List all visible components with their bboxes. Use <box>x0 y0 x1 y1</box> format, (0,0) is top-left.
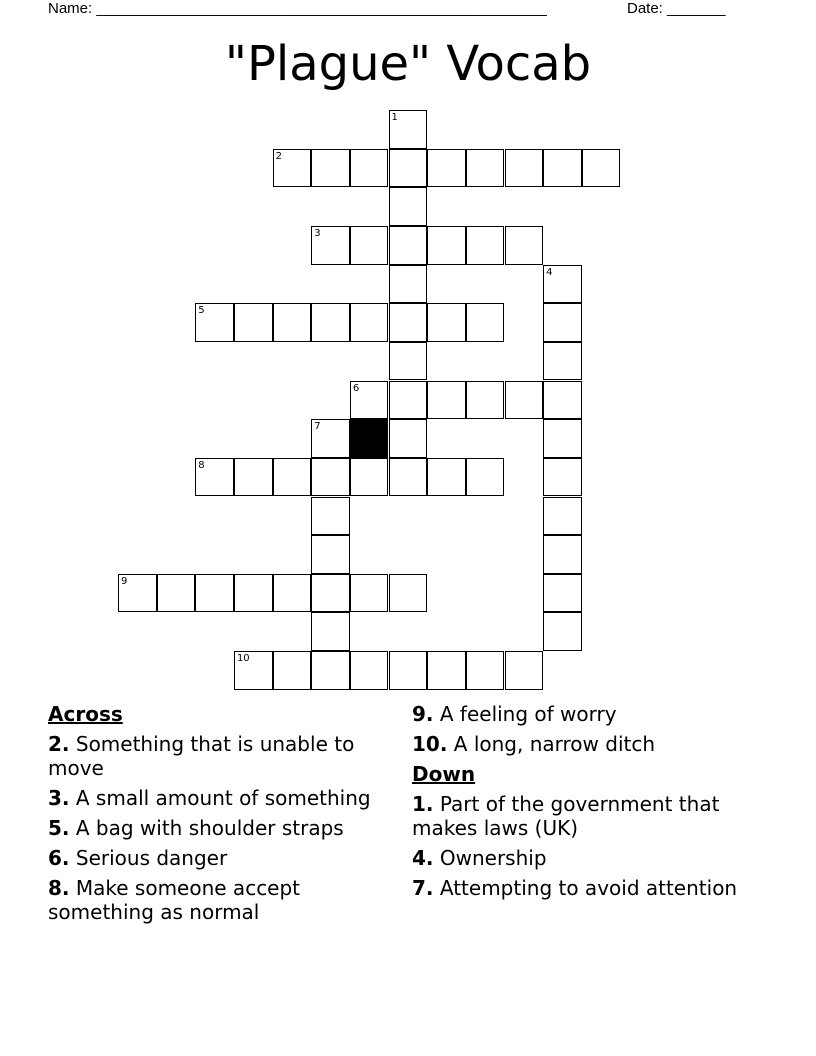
grid-cell[interactable] <box>543 342 582 381</box>
clue-text: Part of the government that makes laws (UK) <box>412 792 720 840</box>
grid-cell[interactable] <box>505 381 544 420</box>
grid-cell[interactable] <box>311 226 350 265</box>
grid-cell[interactable] <box>543 419 582 458</box>
grid-cell[interactable] <box>311 651 350 690</box>
across-heading: Across <box>48 702 123 726</box>
grid-cell[interactable] <box>389 342 428 381</box>
grid-cell[interactable] <box>505 226 544 265</box>
clue-across-2 <box>48 732 398 780</box>
grid-cell[interactable] <box>543 303 582 342</box>
grid-cell[interactable] <box>389 458 428 497</box>
clue-number-label: 10 <box>236 653 250 665</box>
clue-text: A small amount of something <box>75 786 371 810</box>
grid-cell[interactable] <box>466 651 505 690</box>
clue-number: 9. <box>412 702 434 726</box>
grid-cell[interactable] <box>273 149 312 188</box>
grid-cell[interactable] <box>273 574 312 613</box>
grid-cell[interactable] <box>543 535 582 574</box>
clue-down-7 <box>412 876 772 900</box>
grid-cell[interactable] <box>543 497 582 536</box>
grid-cell[interactable] <box>389 265 428 304</box>
clue-number: 6. <box>48 846 70 870</box>
grid-cell[interactable] <box>466 149 505 188</box>
grid-cell[interactable] <box>311 149 350 188</box>
grid-cell[interactable] <box>389 226 428 265</box>
grid-cell[interactable] <box>350 303 389 342</box>
clue-number-label: 4 <box>546 266 553 278</box>
grid-cell[interactable] <box>273 651 312 690</box>
clue-number-label: 6 <box>352 382 360 394</box>
grid-block-cell <box>350 419 389 458</box>
clue-text: Ownership <box>439 846 547 870</box>
grid-cell[interactable] <box>234 303 273 342</box>
clue-number-label: 5 <box>198 305 205 317</box>
grid-cell[interactable] <box>389 187 428 226</box>
clue-number: 10. <box>412 732 448 756</box>
clue-across-5 <box>48 816 398 840</box>
clue-across-8 <box>48 876 398 924</box>
grid-cell[interactable] <box>427 458 466 497</box>
clue-text: A feeling of worry <box>439 702 617 726</box>
date-field-label: Date: _______ <box>627 0 726 17</box>
grid-cell[interactable] <box>427 651 466 690</box>
clue-number: 4. <box>412 846 434 870</box>
clues-column-left <box>48 702 398 930</box>
grid-cell[interactable] <box>389 574 428 613</box>
grid-cell[interactable] <box>543 381 582 420</box>
puzzle-title: "Plague" Vocab <box>224 36 592 92</box>
clue-number-label: 7 <box>314 421 321 433</box>
clue-number: 3. <box>48 786 70 810</box>
clue-number-label: 3 <box>314 227 321 239</box>
grid-cell[interactable] <box>543 149 582 188</box>
grid-cell[interactable] <box>466 458 505 497</box>
grid-cell[interactable] <box>273 303 312 342</box>
grid-cell[interactable] <box>195 303 234 342</box>
clues-column-right <box>412 702 772 906</box>
clue-text: Make someone accept something as normal <box>48 876 301 924</box>
clue-down-1 <box>412 792 772 840</box>
clue-across-3 <box>48 786 398 810</box>
clue-text: Something that is unable to move <box>48 732 355 780</box>
grid-cell[interactable] <box>389 149 428 188</box>
grid-cell[interactable] <box>505 149 544 188</box>
grid-cell[interactable] <box>466 303 505 342</box>
grid-cell[interactable] <box>350 574 389 613</box>
grid-cell[interactable] <box>543 458 582 497</box>
clue-number-label: 9 <box>121 575 128 587</box>
grid-cell[interactable] <box>543 574 582 613</box>
clue-number-label: 1 <box>391 112 398 123</box>
grid-cell[interactable] <box>389 110 428 149</box>
grid-cell[interactable] <box>311 574 350 613</box>
grid-cell[interactable] <box>234 651 273 690</box>
clue-text: Serious danger <box>75 846 228 870</box>
grid-cell[interactable] <box>273 458 312 497</box>
grid-cell[interactable] <box>466 381 505 420</box>
grid-cell[interactable] <box>582 149 621 188</box>
grid-cell[interactable] <box>466 226 505 265</box>
clue-number: 2. <box>48 732 70 756</box>
grid-cell[interactable] <box>389 651 428 690</box>
clue-down-4 <box>412 846 772 870</box>
grid-cell[interactable] <box>311 612 350 651</box>
clue-number: 5. <box>48 816 70 840</box>
grid-cell[interactable] <box>350 381 389 420</box>
grid-cell[interactable] <box>350 226 389 265</box>
clue-across-9 <box>412 702 772 726</box>
grid-cell[interactable] <box>195 458 234 497</box>
grid-cell[interactable] <box>350 458 389 497</box>
grid-cell[interactable] <box>389 381 428 420</box>
clue-number: 7. <box>412 876 434 900</box>
clue-number: 8. <box>48 876 70 900</box>
grid-cell[interactable] <box>234 574 273 613</box>
grid-cell[interactable] <box>543 612 582 651</box>
down-heading: Down <box>412 762 476 786</box>
clue-number-label: 8 <box>198 459 205 471</box>
grid-cell[interactable] <box>350 651 389 690</box>
grid-cell[interactable] <box>311 458 350 497</box>
grid-cell[interactable] <box>427 303 466 342</box>
grid-cell[interactable] <box>427 226 466 265</box>
grid-cell[interactable] <box>311 497 350 536</box>
grid-cell[interactable] <box>234 458 273 497</box>
clue-number-label: 2 <box>275 150 282 162</box>
grid-cell[interactable] <box>389 419 428 458</box>
grid-cell[interactable] <box>505 651 544 690</box>
grid-cell[interactable] <box>311 419 350 458</box>
grid-cell[interactable] <box>543 265 582 304</box>
grid-cell[interactable] <box>118 574 157 613</box>
name-field-label: Name: ______________________________________________________ <box>48 0 547 17</box>
grid-cell[interactable] <box>311 303 350 342</box>
grid-cell[interactable] <box>157 574 196 613</box>
clue-text: A long, narrow ditch <box>453 732 656 756</box>
grid-cell[interactable] <box>427 381 466 420</box>
grid-cell[interactable] <box>389 303 428 342</box>
clue-across-6 <box>48 846 398 870</box>
clue-across-10 <box>412 732 772 756</box>
grid-cell[interactable] <box>195 574 234 613</box>
clue-number: 1. <box>412 792 434 816</box>
clue-text: Attempting to avoid attention <box>439 876 738 900</box>
grid-cell[interactable] <box>427 149 466 188</box>
grid-cell[interactable] <box>311 535 350 574</box>
grid-cell[interactable] <box>350 149 389 188</box>
clue-text: A bag with shoulder straps <box>75 816 344 840</box>
